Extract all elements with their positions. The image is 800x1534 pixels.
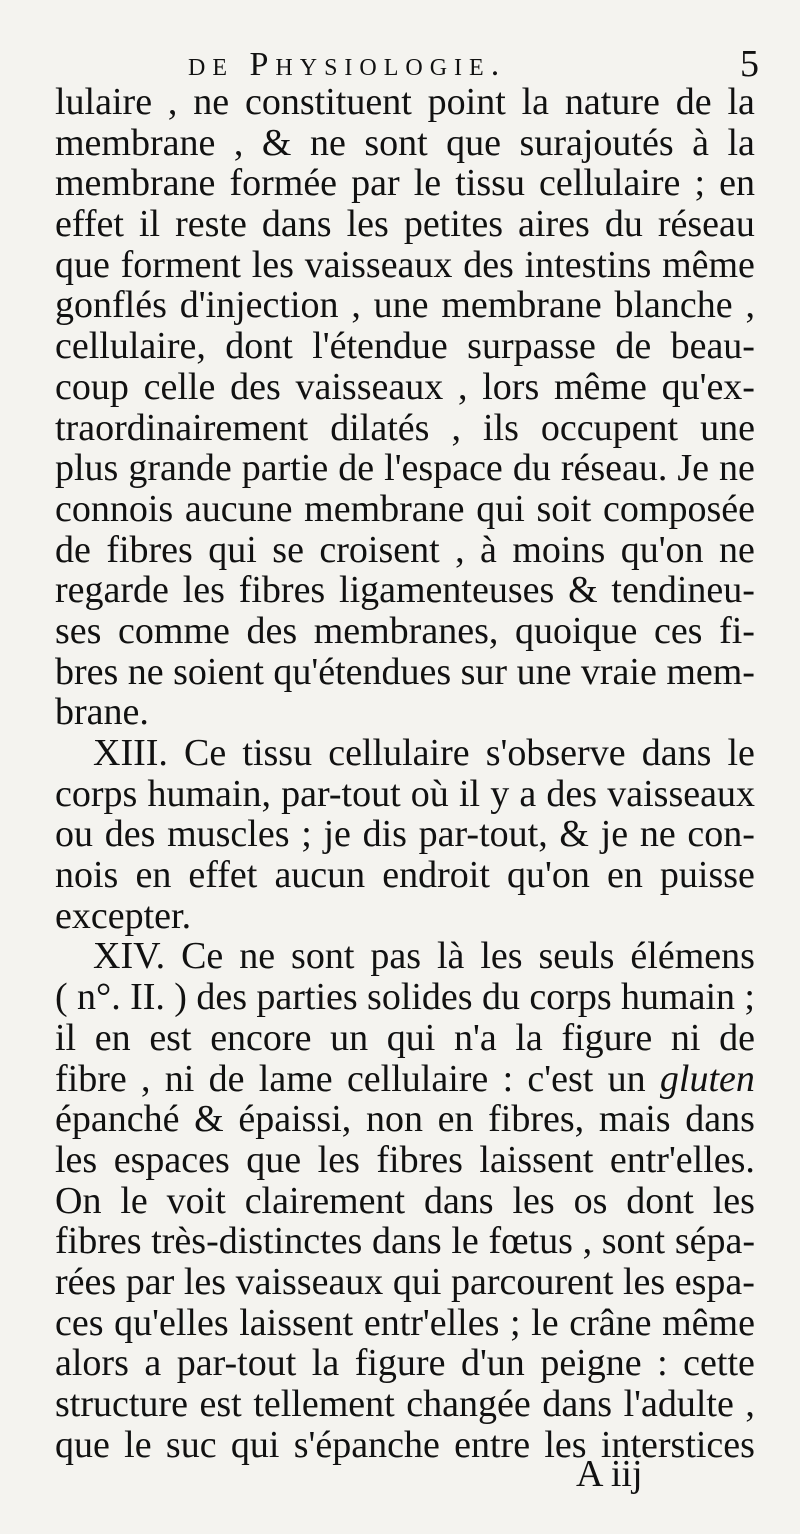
text-line: ses comme des membranes, quoique ces fi- — [55, 609, 755, 652]
text-line: effet il reste dans les petites aires du réseau — [55, 203, 755, 246]
text-line: cellulaire, dont l'étendue surpasse de beau- — [55, 325, 755, 368]
text-line: épanché & épaissi, non en fibres, mais dans — [55, 1098, 755, 1141]
text-line: plus grande partie de l'espace du réseau. Je ne — [55, 447, 755, 490]
text-line: lulaire , ne constituent point la nature de la — [55, 81, 755, 123]
text-line: de fibres qui se croisent , à moins qu'on ne — [55, 528, 755, 571]
text-line: fibre , ni de lame cellulaire : c'est un gluten — [55, 1057, 755, 1100]
text-line: ces qu'elles laissent entr'elles ; le crâne même — [55, 1301, 755, 1344]
text-line: structure est tellement changée dans l'adulte , — [55, 1383, 755, 1425]
text-line: membrane formée par le tissu cellulaire ; en — [55, 162, 755, 205]
text-line: bres ne soient qu'étendues sur une vraie mem- — [55, 650, 755, 693]
text-line: XIV. Ce ne sont pas là les seuls élémens — [93, 935, 755, 978]
text-line: membrane , & ne sont que surajoutés à la — [55, 121, 755, 164]
text-line: fibres très-distinctes dans le fœtus , sont sépa- — [55, 1220, 755, 1263]
text-line: alors a par-tout la figure d'un peigne : cette — [55, 1342, 755, 1385]
text-line: excepter. — [55, 894, 192, 937]
text-line: brane. — [55, 691, 149, 734]
text-line: On le voit clairement dans les os dont les — [55, 1179, 755, 1222]
text-line: XIII. Ce tissu cellulaire s'observe dans le — [93, 732, 755, 774]
text-line: il en est encore un qui n'a la figure ni de — [55, 1016, 755, 1059]
body-text — [55, 82, 755, 1465]
text-line: connois aucune membrane qui soit composée — [55, 487, 755, 530]
text-line: rées par les vaisseaux qui parcourent les espa- — [55, 1260, 755, 1303]
text-line: regarde les fibres ligamenteuses & tendineu- — [55, 569, 755, 612]
text-line: nois en effet aucun endroit qu'on en puisse — [55, 854, 755, 897]
page-number: 5 — [740, 43, 759, 85]
signature-mark: A iij — [576, 1453, 643, 1495]
text-line: traordinairement dilatés , ils occupent une — [55, 406, 755, 449]
text-line: ( n°. II. ) des parties solides du corps humain ; — [55, 976, 755, 1019]
text-line: corps humain, par-tout où il y a des vaisseaux — [55, 772, 755, 815]
text-line: que forment les vaisseaux des intestins même — [55, 243, 755, 286]
running-title: de Physiologie. — [188, 46, 507, 83]
text-line: coup celle des vaisseaux , lors même qu'ex- — [55, 365, 755, 408]
text-line: gonflés d'injection , une membrane blanche , — [55, 284, 755, 327]
text-line: les espaces que les fibres laissent entr'elles. — [55, 1138, 755, 1181]
text-line: que le suc qui s'épanche entre les interstices — [55, 1423, 755, 1466]
text-line: ou des muscles ; je dis par-tout, & je ne con- — [55, 813, 755, 856]
